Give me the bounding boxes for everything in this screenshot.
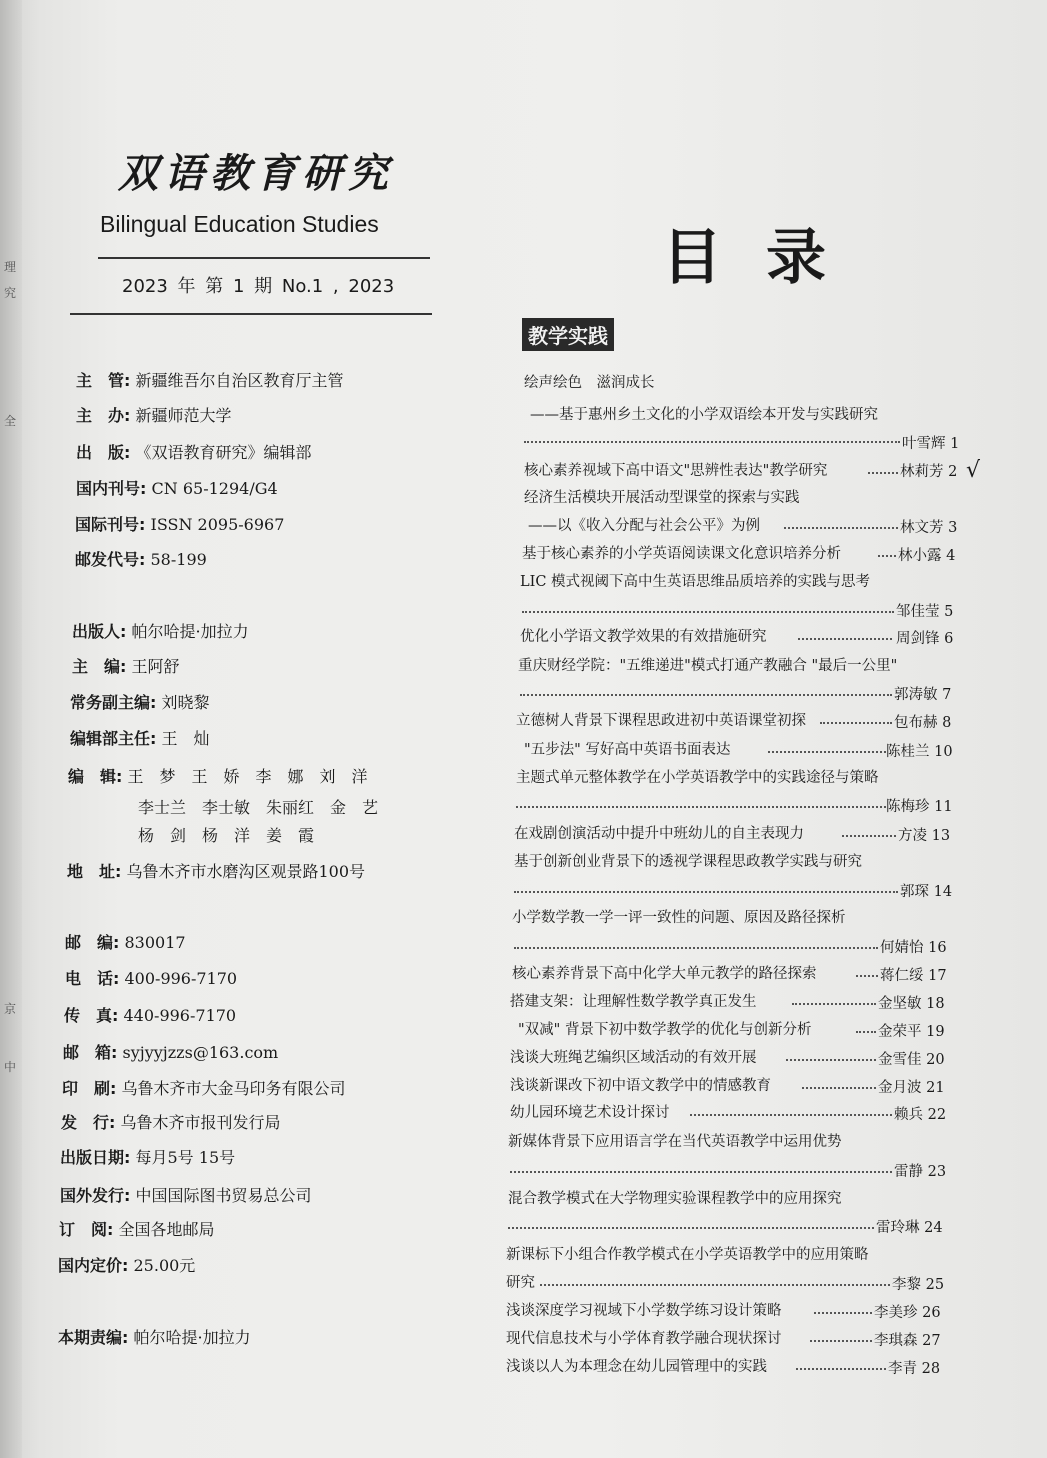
dot-leader [508,1227,874,1229]
toc-author-page: 邹佳莹 5 [896,604,954,620]
journal-title-cn: 双语教育研究 [118,151,394,197]
info-row: 编辑部主任: 王 灿 [70,729,210,748]
dot-leader [786,1059,876,1061]
toc-author-page: 方凌 13 [898,828,951,844]
info-row: 订 阅: 全国各地邮局 [59,1220,215,1239]
toc-title[interactable]: 浅谈大班绳艺编织区域活动的有效开展 [510,1050,757,1066]
toc-title[interactable]: 经济生活模块开展活动型课堂的探索与实践 [524,490,800,506]
dot-leader [842,835,896,837]
info-row: 邮 编: 830017 [65,933,186,952]
toc-title[interactable]: 搭建支架：让理解性数学教学真正发生 [510,994,757,1010]
dot-leader [784,527,898,529]
dot-leader [792,1003,876,1005]
toc-title[interactable]: "双减" 背景下初中数学教学的优化与创新分析 [518,1022,812,1038]
info-row: 国外发行: 中国国际图书贸易总公司 [60,1186,312,1205]
toc-title[interactable]: 核心素养背景下高中化学大单元教学的路径探索 [512,966,817,982]
toc-subtitle[interactable]: ——基于惠州乡土文化的小学双语绘本开发与实践研究 [530,407,878,423]
info-row: 编 辑: 王 梦 王 娇 李 娜 刘 洋 [68,767,368,786]
toc-title[interactable]: 现代信息技术与小学体育教学融合现状探讨 [506,1331,782,1347]
toc-author-page: 雷静 23 [894,1164,947,1180]
info-row: 邮发代号: 58-199 [75,550,207,569]
toc-author-page: 林文芳 3 [900,520,958,536]
toc-heading: 目录 [662,223,870,293]
info-row: 邮 箱: syjyyjzzs@163.com [63,1043,279,1062]
toc-author-page: 李黎 25 [892,1277,945,1293]
toc-title[interactable]: "五步法" 写好高中英语书面表达 [524,742,731,758]
dot-leader [690,1114,892,1116]
dot-leader [856,1031,876,1033]
dot-leader [514,891,898,893]
toc-author-page: 郭涛敏 7 [894,687,952,703]
dot-leader [796,1368,886,1370]
divider [70,313,432,315]
info-row: 主 管: 新疆维吾尔自治区教育厅主管 [76,371,344,390]
book-spine-shadow [0,0,22,1458]
toc-title[interactable]: 新媒体背景下应用语言学在当代英语教学中运用优势 [508,1134,842,1150]
toc-title[interactable]: 基于核心素养的小学英语阅读课文化意识培养分析 [522,546,841,562]
toc-author-page: 林小露 4 [898,548,956,564]
check-mark: √ [966,458,981,483]
dot-leader [878,555,896,557]
toc-author-page: 陈梅珍 11 [886,799,953,815]
toc-title[interactable]: 绘声绘色 滋润成长 [524,375,655,391]
dot-leader [516,806,886,808]
dot-leader [798,638,892,640]
toc-author-page: 郭琛 14 [900,884,953,900]
toc-author-page: 李琪森 27 [874,1333,941,1349]
divider [98,257,430,259]
toc-title[interactable]: 立德树人背景下课程思政进初中英语课堂初探 [516,713,806,729]
toc-title[interactable]: 核心素养视域下高中语文"思辨性表达"教学研究 [524,463,828,479]
toc-author-page: 金雪佳 20 [878,1052,945,1068]
info-row: 常务副主编: 刘晓黎 [70,693,210,712]
toc-author-page: 林莉芳 2 [900,464,958,480]
toc-title[interactable]: 浅谈深度学习视域下小学数学练习设计策略 [506,1303,782,1319]
info-row: 电 话: 400-996-7170 [65,969,238,988]
info-row: 出 版: 《双语教育研究》编辑部 [76,443,312,462]
toc-title-continued[interactable]: 研究 [506,1275,535,1291]
toc-author-page: 何婧怡 16 [880,940,947,956]
issue-number: 2023 年 第 1 期 No.1 , 2023 [122,276,395,297]
dot-leader [522,611,894,613]
toc-title[interactable]: 在戏剧创演活动中提升中班幼儿的自主表现力 [514,826,804,842]
dot-leader [510,1171,892,1173]
toc-title[interactable]: 浅谈新课改下初中语文教学中的情感教育 [510,1078,771,1094]
info-row: 本期责编: 帕尔哈提·加拉力 [58,1328,251,1347]
info-row: 主 办: 新疆师范大学 [76,406,232,425]
spine-mark: 理 [4,260,17,274]
info-row: 国际刊号: ISSN 2095-6967 [75,515,285,534]
section-label: 教学实践 [522,318,614,351]
toc-author-page: 周剑锋 6 [896,631,954,647]
toc-author-page: 蒋仁绥 17 [880,968,947,984]
dot-leader [814,1312,872,1314]
journal-title-en: Bilingual Education Studies [100,211,379,237]
toc-title[interactable]: 优化小学语文教学效果的有效措施研究 [520,629,767,645]
info-row: 传 真: 440-996-7170 [64,1006,237,1025]
info-row: 出版日期: 每月5号 15号 [60,1148,236,1167]
info-row: 出版人: 帕尔哈提·加拉力 [72,622,249,641]
toc-title[interactable]: 重庆财经学院："五维递进"模式打通产教融合 "最后一公里" [518,658,898,674]
toc-title[interactable]: 主题式单元整体教学在小学英语教学中的实践途径与策略 [516,770,879,786]
toc-author-page: 包布赫 8 [894,715,952,731]
dot-leader [820,722,892,724]
spine-mark: 京 [4,1002,17,1016]
info-row: 杨 剑 杨 洋 姜 霞 [138,826,315,845]
toc-title[interactable]: 新课标下小组合作教学模式在小学英语教学中的应用策略 [506,1247,869,1263]
toc-title[interactable]: 浅谈以人为本理念在幼儿园管理中的实践 [506,1359,767,1375]
toc-subtitle[interactable]: ——以《收入分配与社会公平》为例 [528,518,760,534]
toc-author-page: 雷玲琳 24 [876,1220,943,1236]
info-row: 李士兰 李士敏 朱丽红 金 艺 [138,798,379,817]
toc-title[interactable]: 幼儿园环境艺术设计探讨 [510,1105,670,1121]
info-row: 国内刊号: CN 65-1294/G4 [76,479,278,498]
info-row: 主 编: 王阿舒 [72,657,180,676]
info-row: 国内定价: 25.00元 [58,1256,196,1275]
info-row: 印 刷: 乌鲁木齐市大金马印务有限公司 [62,1079,346,1098]
toc-author-page: 金月波 21 [878,1080,945,1096]
toc-author-page: 陈桂兰 10 [886,744,953,760]
spine-mark: 中 [4,1060,17,1074]
toc-author-page: 赖兵 22 [894,1107,947,1123]
dot-leader [514,947,878,949]
dot-leader [540,1284,890,1286]
dot-leader [520,694,892,696]
toc-author-page: 李美珍 26 [874,1305,941,1321]
toc-author-page: 金荣平 19 [878,1024,945,1040]
dot-leader [868,472,898,474]
dot-leader [524,441,900,443]
toc-title[interactable]: 小学数学教一学一评一致性的问题、原因及路径探析 [512,910,846,926]
toc-title[interactable]: 基于创新创业背景下的透视学课程思政教学实践与研究 [514,854,862,870]
info-row: 地 址: 乌鲁木齐市水磨沟区观景路100号 [67,862,366,881]
dot-leader [768,751,886,753]
toc-title[interactable]: 混合教学模式在大学物理实验课程教学中的应用探究 [508,1191,842,1207]
toc-title[interactable]: LIC 模式视阈下高中生英语思维品质培养的实践与思考 [520,574,871,590]
info-row: 发 行: 乌鲁木齐市报刊发行局 [61,1113,281,1132]
toc-author-page: 金坚敏 18 [878,996,945,1012]
spine-mark: 究 [4,286,17,300]
toc-author-page: 叶雪辉 1 [902,436,960,452]
dot-leader [856,975,878,977]
toc-author-page: 李青 28 [888,1361,941,1377]
spine-mark: 全 [4,414,17,428]
dot-leader [802,1087,876,1089]
dot-leader [810,1340,872,1342]
